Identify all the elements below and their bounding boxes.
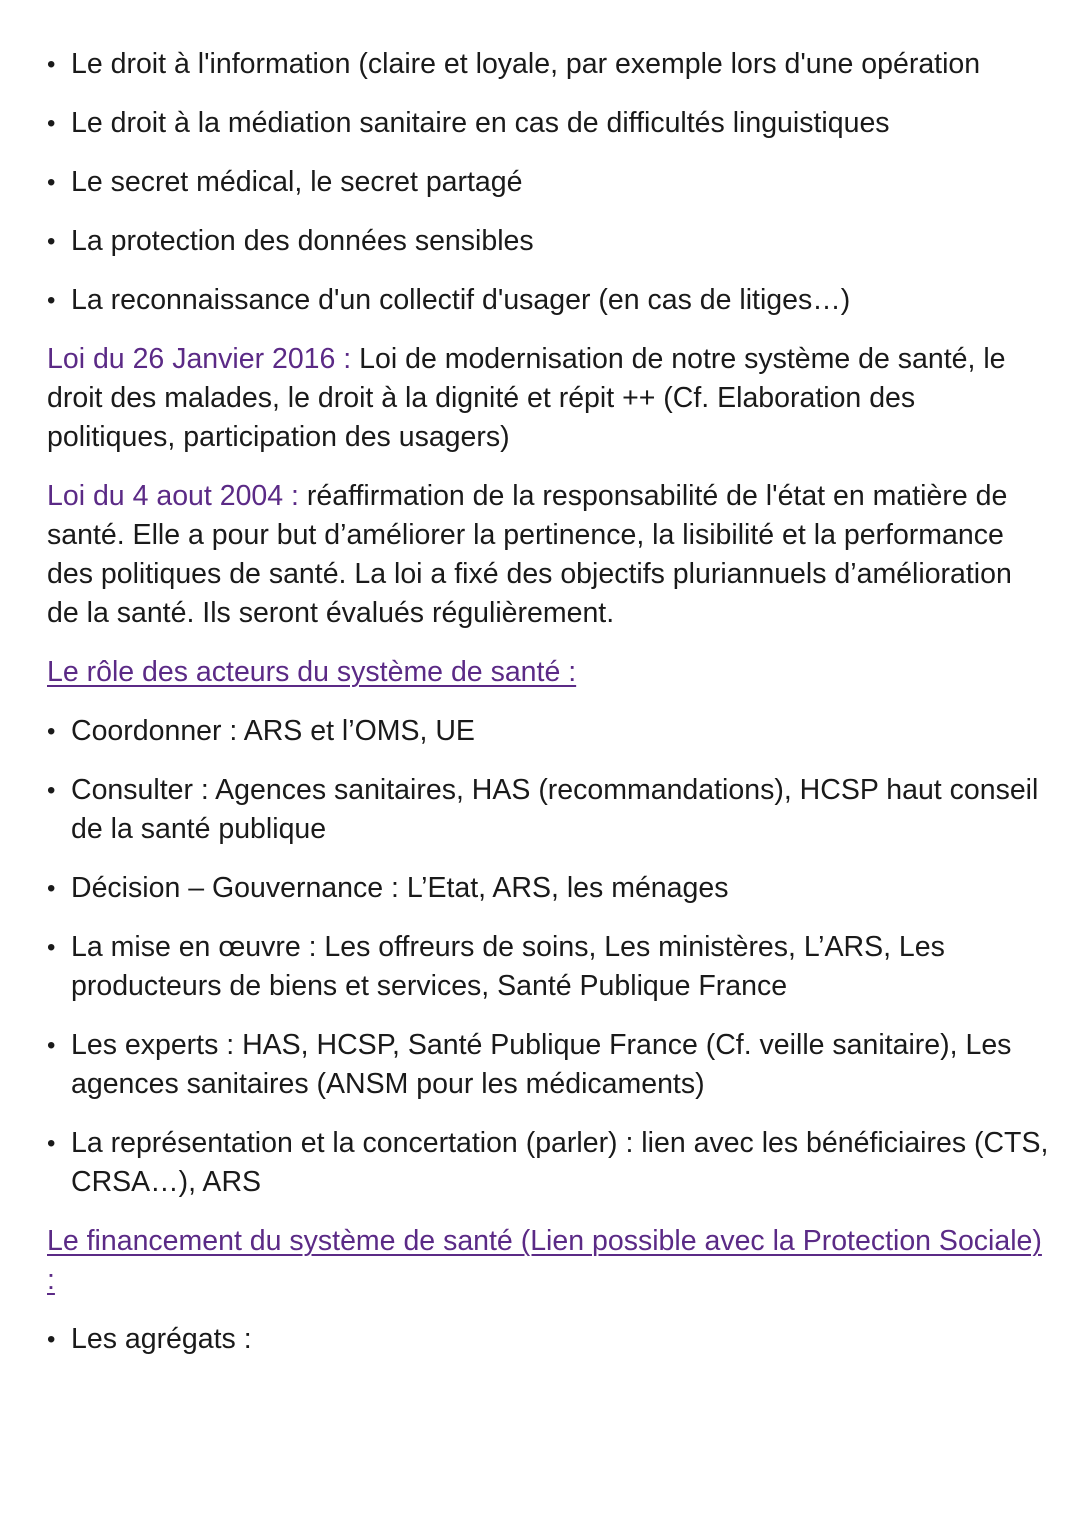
list-item: • La reconnaissance d'un collectif d'usager (en cas de litiges…) bbox=[47, 281, 1050, 320]
law-2016-label: Loi du 26 Janvier 2016 : bbox=[47, 343, 352, 375]
law-2016-text: Loi de modernisation de notre système de santé, le droit des malades, le droit à la dignité et répit ++ (Cf. Elaboration des politiques, participation des usagers) bbox=[47, 343, 1006, 453]
financing-list bbox=[47, 1320, 1050, 1359]
list-item: • Les experts : HAS, HCSP, Santé Publique France (Cf. veille sanitaire), Les agences sanitaires (ANSM pour les médicaments) bbox=[47, 1026, 1050, 1104]
list-item: • Le droit à l'information (claire et loyale, par exemple lors d'une opération bbox=[47, 45, 1050, 84]
rights-list bbox=[47, 45, 1050, 320]
law-2004-text: réaffirmation de la responsabilité de l'état en matière de santé. Elle a pour but d’améliorer la pertinence, la lisibilité et la performance des politiques de santé. La loi a fixé des objectifs pluriannuels d’amélioration de la santé. Ils seront évalués régulièrement. bbox=[47, 480, 1012, 629]
law-2016-paragraph bbox=[47, 340, 1050, 457]
list-item: • La mise en œuvre : Les offreurs de soins, Les ministères, L’ARS, Les producteurs de biens et services, Santé Publique France bbox=[47, 928, 1050, 1006]
list-item: • La protection des données sensibles bbox=[47, 222, 1050, 261]
actors-heading: Le rôle des acteurs du système de santé : bbox=[47, 656, 577, 688]
list-item: • Consulter : Agences sanitaires, HAS (recommandations), HCSP haut conseil de la santé publique bbox=[47, 771, 1050, 849]
list-item: • La représentation et la concertation (parler) : lien avec les bénéficiaires (CTS, CRSA…), ARS bbox=[47, 1124, 1050, 1202]
list-item: • Le secret médical, le secret partagé bbox=[47, 163, 1050, 202]
list-item: • Coordonner : ARS et l’OMS, UE bbox=[47, 712, 1050, 751]
law-2004-label: Loi du 4 aout 2004 : bbox=[47, 480, 299, 512]
list-item: • Décision – Gouvernance : L’Etat, ARS, les ménages bbox=[47, 869, 1050, 908]
list-item: • Les agrégats : bbox=[47, 1320, 1050, 1359]
law-2004-paragraph bbox=[47, 477, 1050, 633]
financing-heading: Le financement du système de santé (Lien possible avec la Protection Sociale) : bbox=[47, 1225, 1042, 1296]
list-item: • Le droit à la médiation sanitaire en cas de difficultés linguistiques bbox=[47, 104, 1050, 143]
actors-list bbox=[47, 712, 1050, 1202]
